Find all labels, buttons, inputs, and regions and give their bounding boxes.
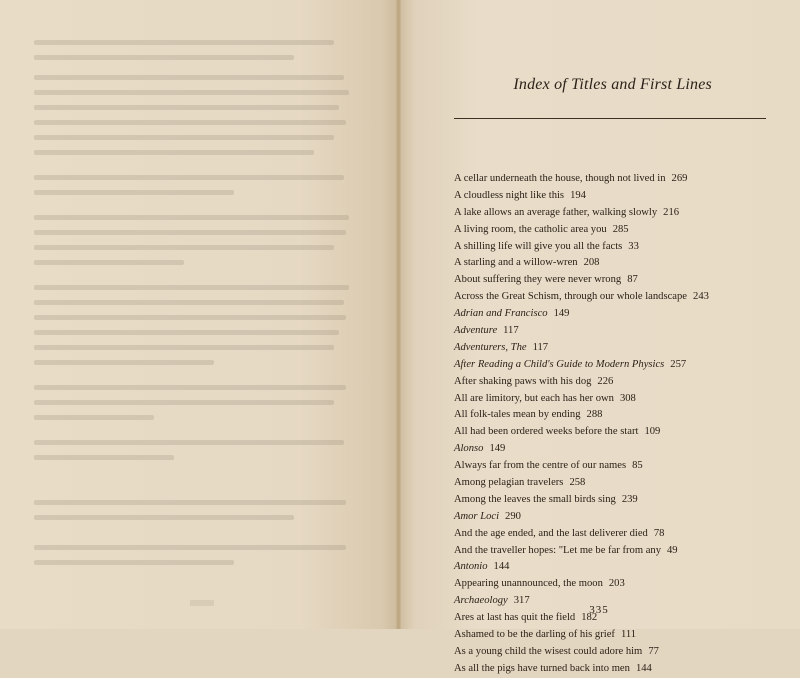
index-entry-text: After Reading a Child's Guide to Modern Physics	[454, 358, 665, 370]
index-entry	[454, 407, 794, 424]
index-entry-page: 87	[627, 274, 638, 286]
index-entry-text: Amor Loci	[454, 510, 500, 522]
index-entry	[454, 492, 794, 509]
index-entry-text: A starling and a willow-wren	[454, 257, 578, 269]
index-entry-text: Ares at last has quit the field	[454, 612, 576, 624]
index-entry-text: A shilling life will give you all the facts	[454, 240, 623, 252]
index-entry	[454, 205, 794, 222]
index-entry	[454, 559, 794, 576]
index-entry-list	[454, 171, 794, 678]
index-entry-text: Alonso	[454, 443, 484, 455]
index-entry-text: And the traveller hopes: "Let me be far from any	[454, 544, 661, 556]
index-entry	[454, 222, 794, 239]
index-entry-page: 226	[597, 375, 614, 387]
index-entry	[454, 526, 794, 543]
index-entry	[454, 306, 794, 323]
index-entry	[454, 576, 794, 593]
index-entry	[454, 272, 794, 289]
index-entry	[454, 239, 794, 256]
index-entry-text: Among pelagian travelers	[454, 477, 564, 489]
title-rule	[454, 118, 766, 119]
index-entry-text: Ashamed to be the darling of his grief	[454, 629, 615, 641]
index-entry-page: 308	[619, 392, 636, 404]
index-entry-text: Appearing unannounced, the moon	[454, 578, 603, 590]
index-entry	[454, 171, 794, 188]
index-entry-page: 285	[612, 223, 629, 235]
index-entry-text: As all the pigs have turned back into men	[454, 662, 630, 674]
index-entry	[454, 543, 794, 560]
index-entry-page: 33	[628, 240, 639, 252]
index-entry-page: 216	[663, 206, 680, 218]
index-entry	[454, 357, 794, 374]
index-entry-page: 243	[693, 291, 709, 303]
index-entry-page: 149	[553, 308, 570, 320]
index-entry-page: 269	[671, 173, 688, 184]
index-entry	[454, 441, 794, 458]
index-entry-page: 194	[570, 189, 586, 201]
index-entry-text: Archaeology	[454, 595, 508, 607]
index-entry-page: 117	[532, 341, 549, 353]
index-entry	[454, 475, 794, 492]
index-entry-page: 109	[644, 426, 661, 438]
index-entry-text: After shaking paws with his dog	[454, 375, 592, 387]
index-entry-page: 49	[667, 544, 678, 556]
show-through-text	[0, 0, 398, 629]
index-entry	[454, 627, 794, 644]
index-entry	[454, 340, 794, 357]
index-entry-text: Antonio	[454, 561, 488, 573]
index-entry	[454, 374, 794, 391]
index-entry-text: Adventure	[454, 325, 498, 337]
index-entry	[454, 424, 794, 441]
index-entry-page: 203	[608, 578, 625, 590]
index-entry-page: 144	[493, 561, 510, 573]
index-entry-page: 317	[513, 595, 530, 607]
book-gutter	[396, 0, 401, 629]
index-entry-text: All are limitory, but each has her own	[454, 392, 614, 404]
page-number: 335	[589, 604, 609, 616]
index-entry-page: 77	[648, 645, 659, 657]
index-entry	[454, 323, 794, 340]
left-page	[0, 0, 398, 629]
index-entry-page: 257	[670, 358, 687, 370]
index-entry	[454, 391, 794, 408]
index-entry-page: 208	[583, 257, 600, 269]
index-entry-page: 117	[503, 325, 519, 337]
index-title: Index of Titles and First Lines	[513, 76, 712, 93]
index-entry	[454, 289, 794, 306]
index-entry-page: 258	[569, 477, 586, 489]
index-entry-page: 182	[581, 612, 598, 624]
index-entry-page: 290	[505, 510, 521, 522]
index-entry	[454, 509, 794, 526]
index-entry-page: 149	[489, 443, 506, 455]
index-entry-text: Always far from the centre of our names	[454, 460, 627, 472]
index-entry	[454, 188, 794, 205]
index-entry-text: As a young child the wisest could adore him	[454, 645, 643, 657]
index-entry-text: A living room, the catholic area you	[454, 223, 607, 235]
right-page	[398, 0, 800, 674]
index-entry-text: A lake allows an average father, walking slowly	[454, 206, 658, 218]
index-entry-text: A cloudless night like this	[454, 189, 565, 201]
index-entry-text: All had been ordered weeks before the start	[454, 426, 639, 438]
index-entry	[454, 661, 794, 678]
index-entry-text: Among the leaves the small birds sing	[454, 493, 616, 505]
index-entry-page: 239	[621, 493, 638, 505]
index-entry-page: 288	[586, 409, 603, 421]
index-entry	[454, 255, 794, 272]
index-entry-text: Across the Great Schism, through our whole landscape	[454, 291, 688, 303]
index-entry-page: 78	[653, 527, 665, 539]
index-entry-text: Adventurers, The	[454, 341, 527, 353]
index-entry-text: All folk-tales mean by ending	[454, 409, 581, 421]
index-entry-text: About suffering they were never wrong	[454, 274, 622, 286]
index-entry-page: 111	[620, 629, 637, 641]
index-entry-text: And the age ended, and the last deliverer died	[454, 527, 648, 539]
index-entry	[454, 644, 794, 661]
index-entry-page: 144	[635, 662, 652, 674]
index-entry-page: 85	[632, 460, 643, 472]
index-entry-text: Adrian and Francisco	[454, 308, 548, 320]
index-entry-text: A cellar underneath the house, though not lived in	[454, 173, 666, 184]
index-entry	[454, 458, 794, 475]
